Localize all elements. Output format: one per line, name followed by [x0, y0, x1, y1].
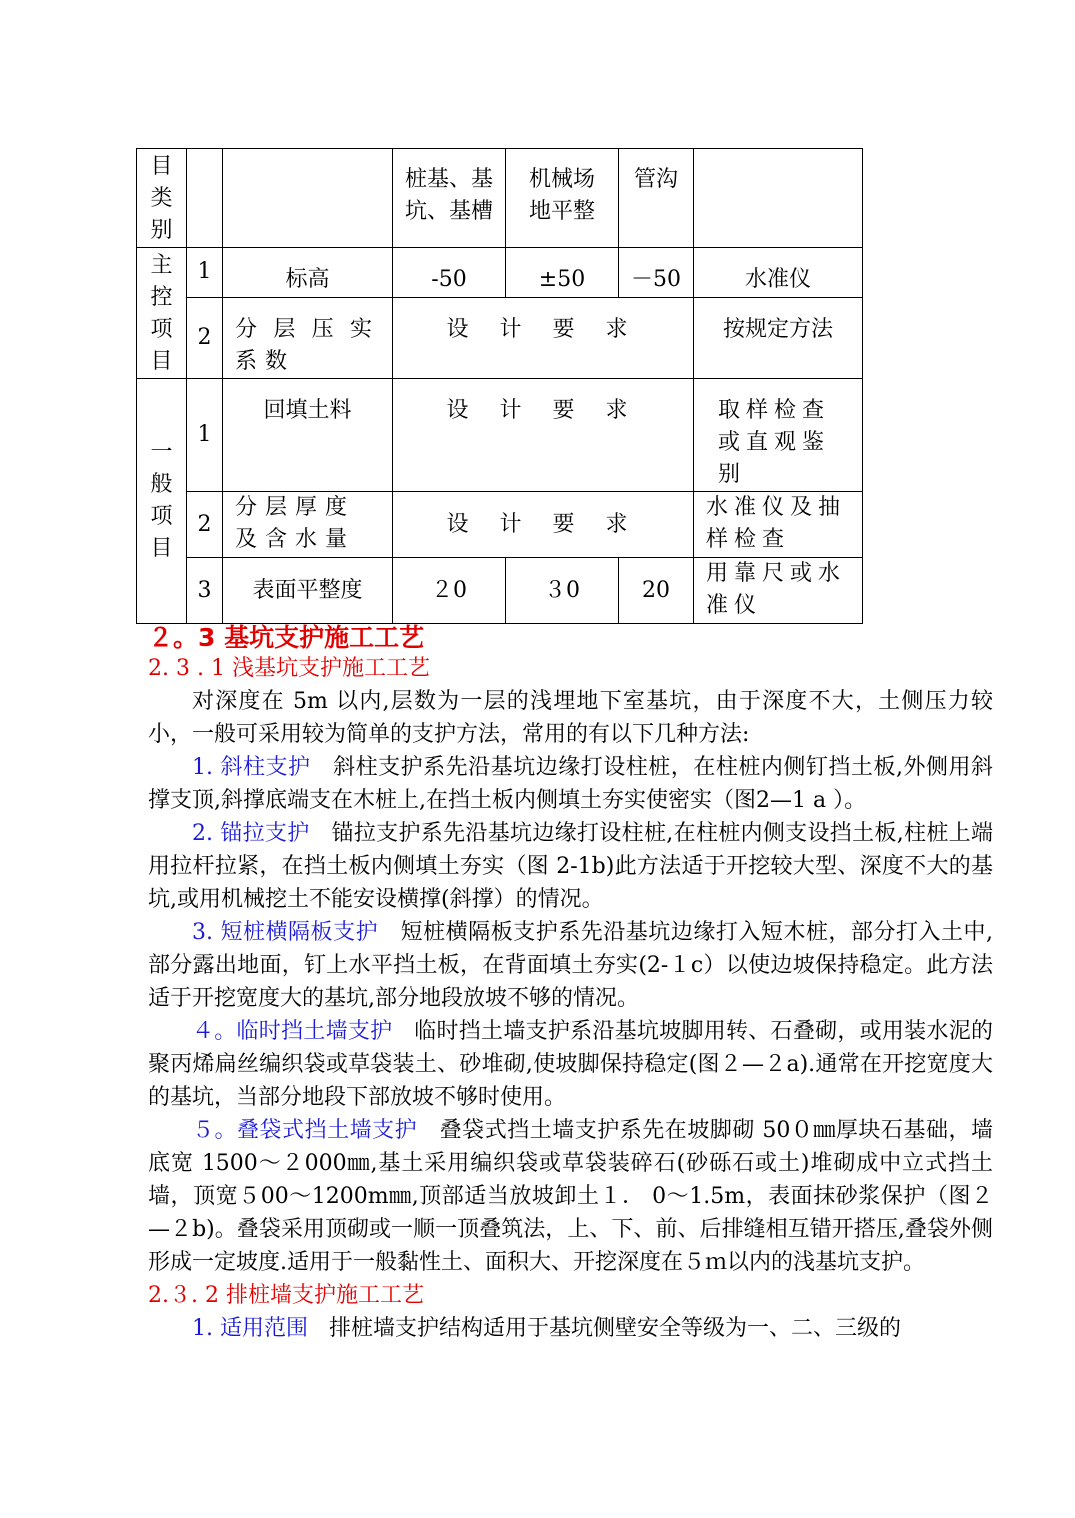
row-method	[694, 248, 863, 298]
section-body	[148, 652, 993, 1345]
scope-label: 1. 适用范围	[192, 1316, 308, 1341]
row-item	[223, 248, 393, 298]
row-requirement-text: 设 计 要 求	[446, 511, 640, 537]
row-requirement-text: 设 计 要 求	[446, 398, 640, 423]
method-paragraph	[148, 751, 993, 817]
method-paragraph	[148, 1114, 993, 1279]
row-no	[187, 558, 223, 624]
row-value-text: ±50	[538, 267, 586, 292]
row-value	[393, 248, 506, 298]
group-main-label: 主控项目	[150, 253, 173, 374]
method-text: 叠袋式挡土墙支护系先在坡脚砌 50０㎜厚块石基础，墙底宽 1500～２000㎜,基土采用编织袋或草袋装碎石(砂砾石或土)堆砌成中立式挡土墙，顶宽５00～1200m㎜,顶部适当放坡卸土１． 0～1.5m，表面抹砂浆保护（图２—２b)。叠袋采用顶砌或一顺一顶叠筑法，上、下、前、后排缝相互错开搭压,叠袋外侧形成一定坡度.适用于一般黏性土、面积大、开挖深度在５ｍ以内的浅基坑支护。	[148, 1118, 993, 1275]
row-value-text: 20	[642, 577, 670, 603]
row-no	[187, 298, 223, 379]
method-paragraph	[148, 916, 993, 1015]
subsection-title: 2.３. 2 排桩墙支护施工工艺	[148, 1283, 424, 1308]
row-requirement	[393, 492, 694, 558]
method-paragraph	[148, 817, 993, 916]
header-blank-no	[187, 149, 223, 248]
row-value-text: ３0	[544, 577, 580, 603]
row-value	[506, 558, 619, 624]
method-paragraph	[148, 1015, 993, 1114]
row-item-text: 表面平整度	[252, 577, 363, 603]
row-method	[694, 558, 863, 624]
header-trench-label: 管沟	[633, 167, 678, 192]
header-blank-method	[694, 149, 863, 248]
row-value-text: －50	[631, 267, 681, 292]
header-category	[137, 149, 187, 248]
row-item	[223, 492, 393, 558]
row-value	[393, 558, 506, 624]
section-title: ２。3 基坑支护施工工艺	[148, 623, 425, 652]
row-method-text: 取样检查或直观鉴别	[718, 398, 831, 487]
group-main-control	[137, 248, 187, 379]
row-method	[694, 379, 863, 492]
row-no-text: 1	[197, 259, 212, 284]
row-item-text: 回填土料	[263, 398, 352, 423]
method-label: 2. 锚拉支护	[192, 821, 310, 846]
row-method-text: 水准仪及抽样检查	[706, 495, 847, 552]
method-label: ４。临时挡土墙支护	[192, 1019, 393, 1044]
method-label: 3. 短桩横隔板支护	[192, 920, 379, 945]
row-requirement	[393, 298, 694, 379]
method-text: 锚拉支护系先沿基坑边缘打设柱桩,在柱桩内侧支设挡土板,柱桩上端用拉杆拉紧，在挡土板内侧填土夯实（图 2-1b)此方法适于开挖较大型、深度不大的基坑,或用机械挖土不能安设横撑(斜撑）的情况。	[148, 821, 994, 912]
row-no-text: 1	[197, 422, 212, 447]
row-value	[619, 248, 694, 298]
method-label: 1. 斜柱支护	[192, 755, 311, 780]
row-item-text: 标高	[285, 267, 330, 292]
method-text: 斜柱支护系先沿基坑边缘打设柱桩，在柱桩内侧钉挡土板,外侧用斜撑支顶,斜撑底端支在木桩上,在挡土板内侧填土夯实使密实（图2—1 a ）。	[148, 755, 994, 813]
header-pile-pit-label: 桩基、基坑、基槽	[404, 167, 493, 224]
row-method	[694, 298, 863, 379]
row-method-text: 用靠尺或水准仪	[706, 561, 847, 618]
row-value-text: ２0	[431, 577, 467, 603]
header-machine-level-label: 机械场地平整	[528, 167, 595, 224]
header-blank-item	[223, 149, 393, 248]
row-no-text: 2	[197, 511, 212, 537]
row-no-text: 3	[197, 577, 212, 603]
row-method-text: 水准仪	[744, 267, 811, 292]
scope-paragraph	[148, 1312, 993, 1345]
group-general-label: 一般项目	[150, 440, 173, 561]
row-requirement	[393, 379, 694, 492]
header-category-label: 目类别	[150, 154, 173, 243]
group-general	[137, 379, 187, 624]
row-item	[223, 379, 393, 492]
row-item-text: 分层厚度及含水量	[235, 495, 356, 552]
inspection-table	[136, 148, 863, 624]
header-pile-pit	[393, 149, 506, 248]
row-requirement-text: 设 计 要 求	[446, 317, 640, 342]
header-machine-level	[506, 149, 619, 248]
header-trench	[619, 149, 694, 248]
row-value	[506, 248, 619, 298]
row-value	[619, 558, 694, 624]
method-text: 临时挡土墙支护系沿基坑坡脚用转、石叠砌，或用装水泥的聚丙烯扁丝编织袋或草袋装土、砂堆砌,使坡脚保持稳定(图２—２a).通常在开挖宽度大的基坑，当部分地段下部放坡不够时使用。	[148, 1019, 993, 1110]
row-method-text: 按规定方法	[722, 317, 833, 342]
row-item-text: 分层压实系数	[235, 317, 380, 374]
method-label: ５。叠袋式挡土墙支护	[192, 1118, 418, 1143]
intro-paragraph: 对深度在 5m 以内,层数为一层的浅埋地下室基坑，由于深度不大，土侧压力较小，一般可采用较为简单的支护方法，常用的有以下几种方法:	[148, 689, 993, 747]
row-no	[187, 492, 223, 558]
row-method	[694, 492, 863, 558]
subsection-title: 2. 3 . 1 浅基坑支护施工工艺	[148, 656, 430, 681]
scope-text: 排桩墙支护结构适用于基坑侧壁安全等级为一、二、三级的	[328, 1316, 901, 1341]
row-value-text: -50	[431, 267, 467, 292]
row-item	[223, 298, 393, 379]
row-item	[223, 558, 393, 624]
row-no-text: 2	[197, 325, 212, 350]
method-text: 短桩横隔板支护系先沿基坑边缘打入短木桩，部分打入土中,部分露出地面，钉上水平挡土板，在背面填土夯实(2-１c）以使边坡保持稳定。此方法适于开挖宽度大的基坑,部分地段放坡不够的情况。	[148, 920, 994, 1011]
row-no	[187, 379, 223, 492]
row-no	[187, 248, 223, 298]
